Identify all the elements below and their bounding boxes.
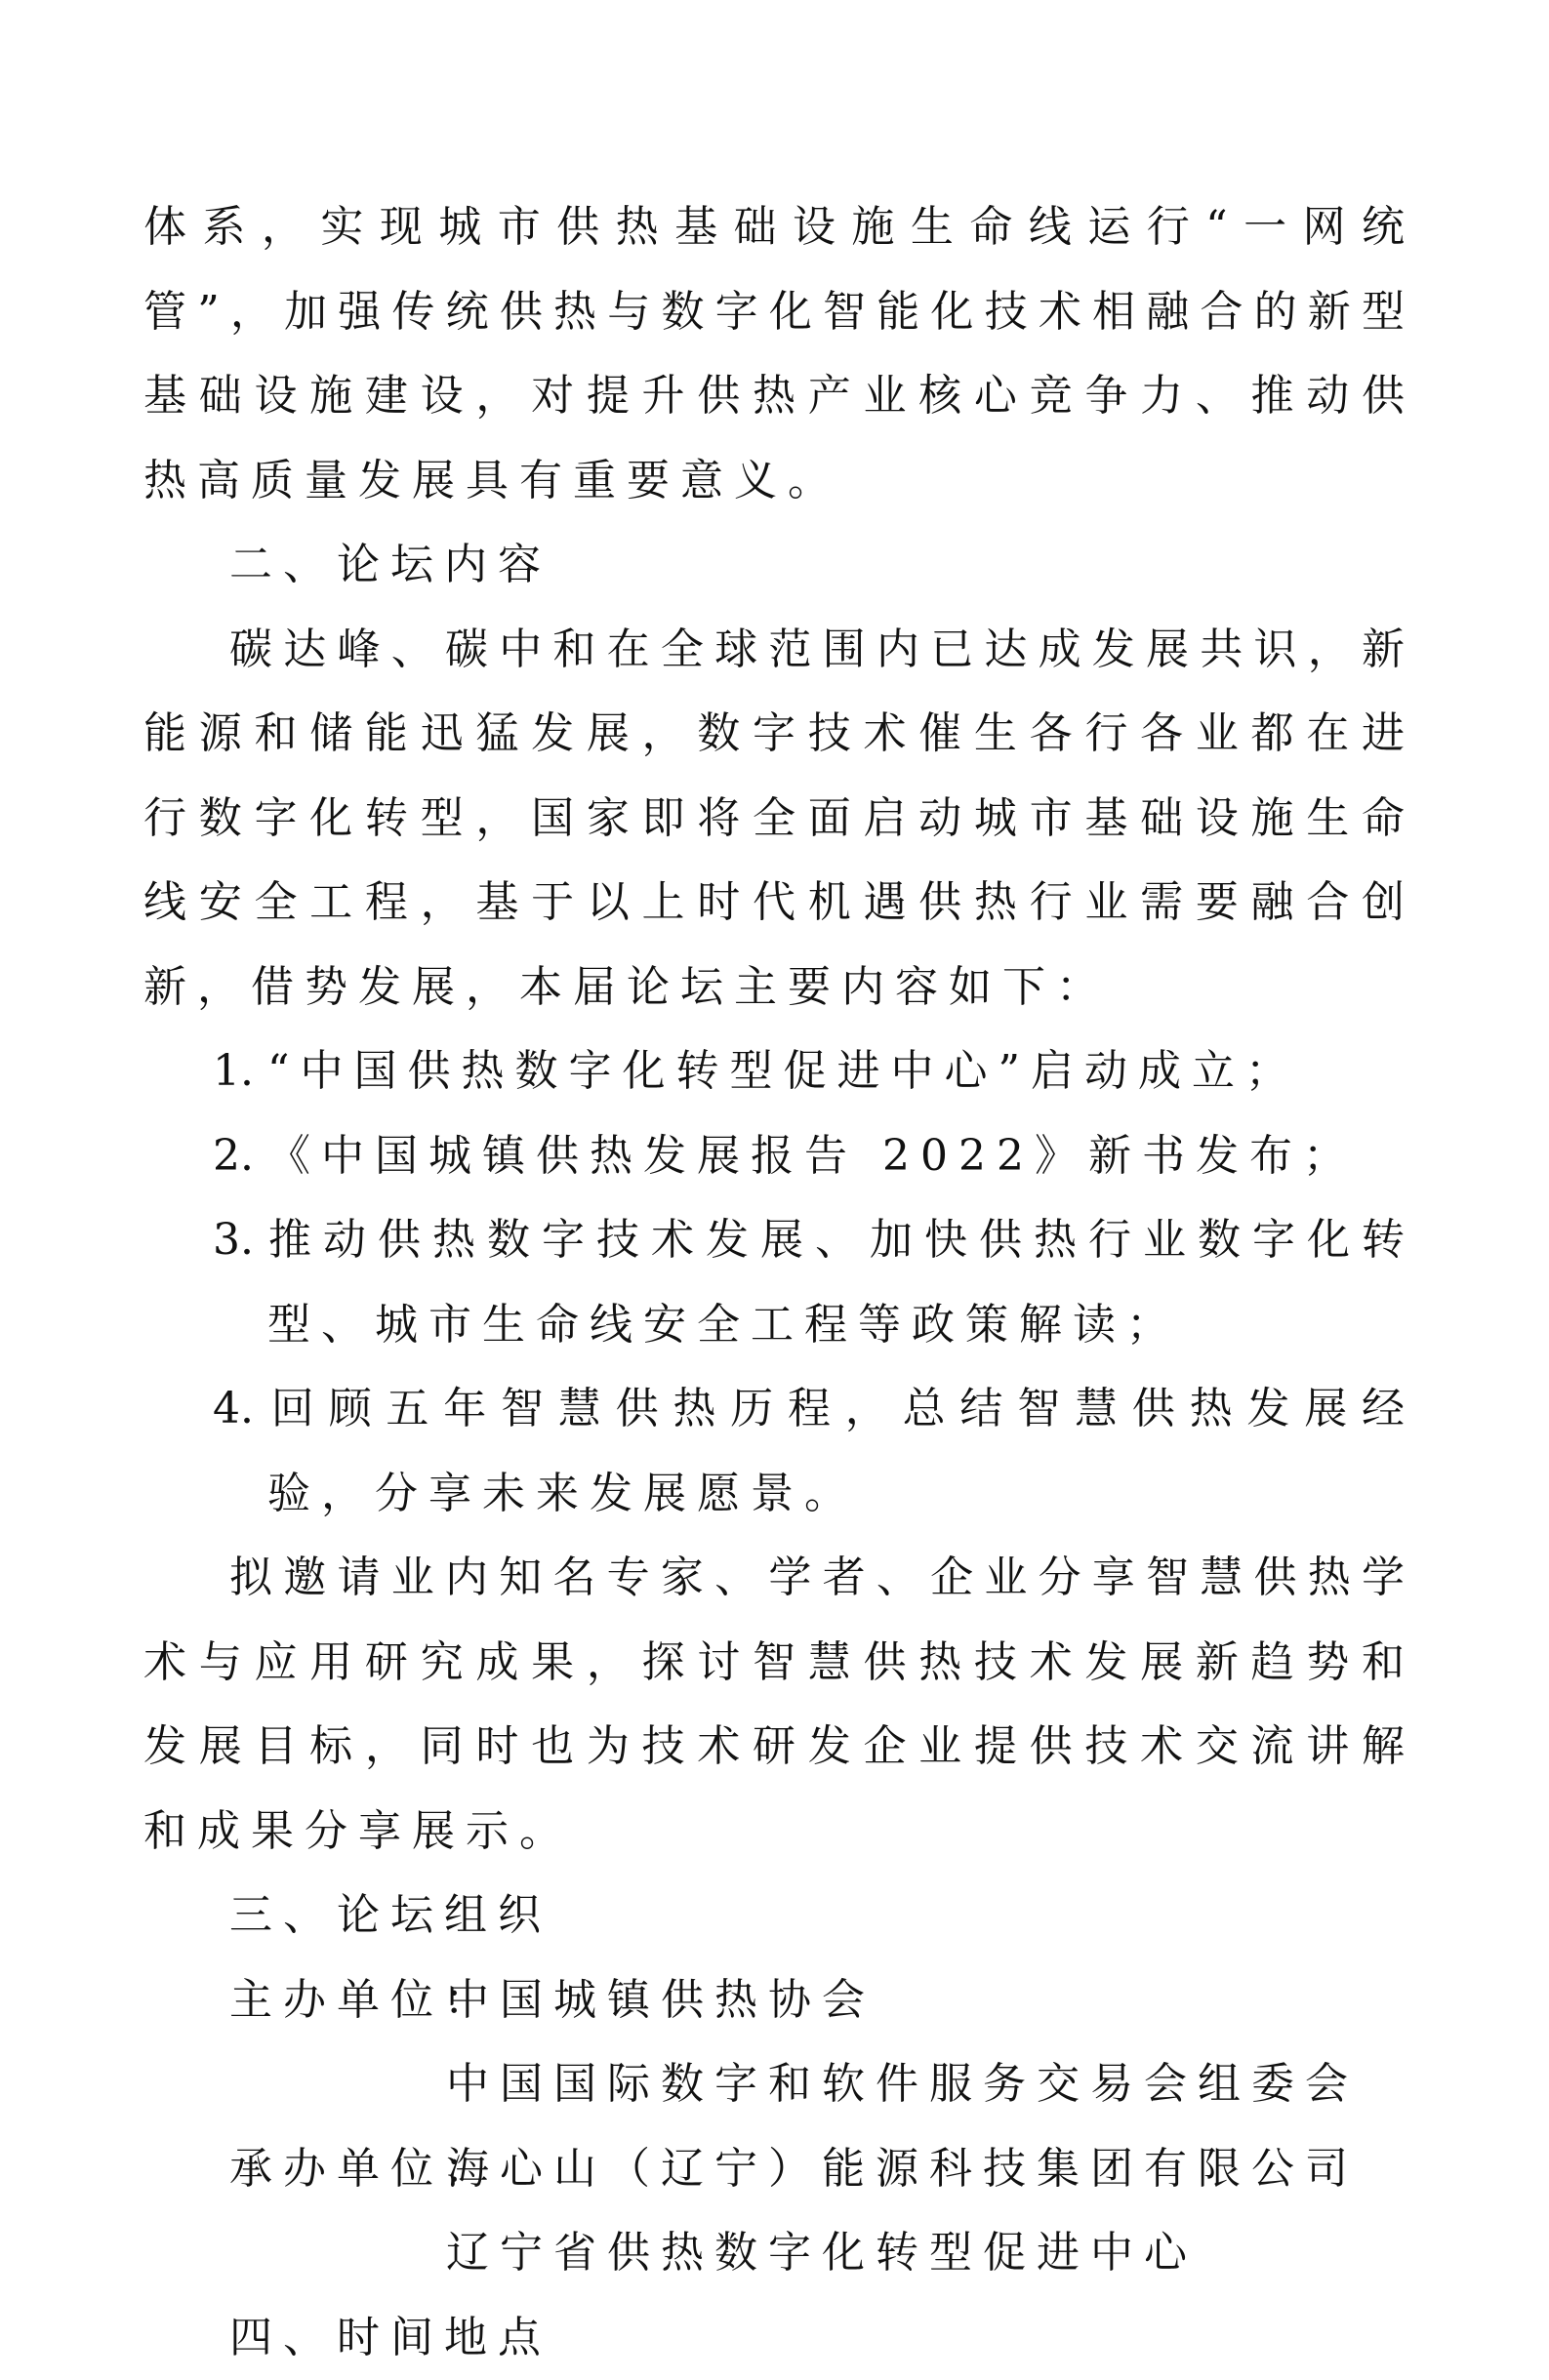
host-row (143, 1958, 1415, 2043)
list-item (143, 1114, 1415, 1199)
undertaker-label: 承办单位： (229, 2127, 446, 2212)
list-item (143, 1198, 1415, 1367)
list-item-number: 1. (213, 1029, 267, 1114)
list-item-number: 3. (213, 1198, 267, 1283)
list-item-text: 推动供热数字技术发展、加快供热行业数字化转型、城市生命线安全工程等政策解读； (267, 1215, 1415, 1350)
host-label: 主办单位： (229, 1958, 446, 2043)
forum-content-paragraph: 碳达峰、碳中和在全球范围内已达成发展共识，新能源和储能迅猛发展，数字技术催生各行各业都在进行数字化转型，国家即将全面启动城市基础设施生命线安全工程，基于以上时代机遇供热行业需要融合创新，借势发展，本届论坛主要内容如下： (143, 608, 1415, 1030)
list-item-number: 4. (213, 1367, 267, 1452)
undertaker-organization-1: 海心山（辽宁）能源科技集团有限公司 (446, 2144, 1359, 2194)
undertaker-organization-2: 辽宁省供热数字化转型促进中心 (143, 2211, 1415, 2296)
list-item (143, 1367, 1415, 1536)
intro-paragraph-continued: 体系，实现城市供热基础设施生命线运行“一网统管”，加强传统供热与数字化智能化技术相融合的新型基础设施建设，对提升供热产业核心竞争力、推动供热高质量发展具有重要意义。 (143, 185, 1415, 523)
list-item-text: “中国供热数字化转型促进中心”启动成立； (267, 1046, 1299, 1096)
host-organization-2: 中国国际数字和软件服务交易会组委会 (143, 2042, 1415, 2127)
undertaker-row (143, 2127, 1415, 2212)
host-organization-1: 中国城镇供热协会 (446, 1975, 876, 2025)
list-item-text: 回顾五年智慧供热历程，总结智慧供热发展经验，分享未来发展愿景。 (267, 1384, 1415, 1518)
list-item (143, 1029, 1415, 1114)
section-heading-time-place: 四、时间地点 (143, 2296, 1415, 2380)
list-item-text: 《中国城镇供热发展报告 2022》新书发布； (267, 1131, 1357, 1181)
section-heading-forum-content: 二、论坛内容 (143, 523, 1415, 608)
list-item-number: 2. (213, 1114, 267, 1199)
document-body (143, 185, 1415, 2380)
section-heading-forum-organization: 三、论坛组织 (143, 1874, 1415, 1958)
invitation-paragraph: 拟邀请业内知名专家、学者、企业分享智慧供热学术与应用研究成果，探讨智慧供热技术发展新趋势和发展目标，同时也为技术研发企业提供技术交流讲解和成果分享展示。 (143, 1536, 1415, 1874)
